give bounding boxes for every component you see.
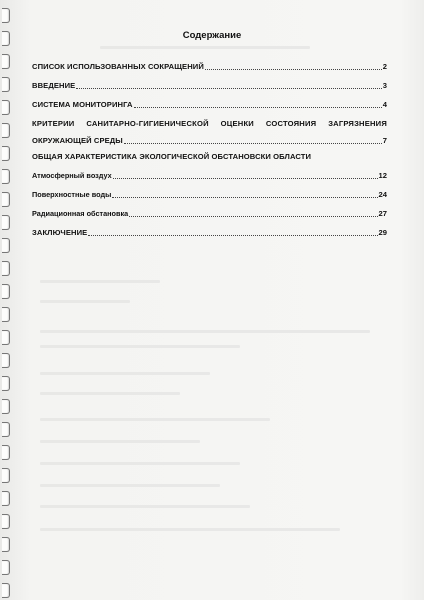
show-through-mark — [40, 505, 250, 508]
page-title: Содержание — [182, 30, 242, 41]
binding-hole — [2, 376, 10, 391]
binding-hole — [2, 583, 10, 598]
show-through-mark — [100, 46, 310, 49]
binding-hole — [2, 192, 10, 207]
binding-hole — [2, 215, 10, 230]
show-through-mark — [40, 300, 130, 303]
toc-entry-monitoring-system[interactable] — [32, 100, 387, 110]
show-through-mark — [40, 392, 180, 395]
binding-hole — [2, 169, 10, 184]
dot-leader — [134, 106, 382, 108]
toc-entry-label: СПИСОК ИСПОЛЬЗОВАННЫХ СОКРАЩЕНИЙ — [32, 62, 204, 71]
binding-hole — [2, 353, 10, 368]
dot-leader — [124, 142, 382, 144]
binding-hole — [2, 537, 10, 552]
binding-hole — [2, 77, 10, 92]
show-through-mark — [40, 484, 220, 487]
binding-hole — [2, 399, 10, 414]
toc-entry-surface-water[interactable] — [32, 190, 387, 200]
toc-entry-label: СИСТЕМА МОНИТОРИНГА — [32, 100, 133, 109]
toc-entry-label: Радиационная обстановка — [32, 209, 129, 218]
toc-entry-introduction[interactable] — [32, 81, 387, 91]
show-through-mark — [40, 280, 160, 283]
dot-leader — [113, 177, 378, 179]
binding-hole — [2, 123, 10, 138]
binding-holes — [0, 0, 18, 600]
binding-hole — [2, 307, 10, 322]
binding-hole — [2, 445, 10, 460]
table-of-contents — [32, 62, 387, 238]
toc-entry-label: ЗАКЛЮЧЕНИЕ — [32, 228, 88, 237]
toc-entry-label: Атмосферный воздух — [32, 171, 112, 180]
show-through-mark — [40, 372, 210, 375]
toc-entry-ecological-situation[interactable] — [32, 152, 387, 162]
show-through-mark — [40, 462, 240, 465]
binding-hole — [2, 8, 10, 23]
show-through-mark — [40, 528, 340, 531]
show-through-mark — [40, 345, 240, 348]
show-through-mark — [40, 440, 200, 443]
toc-entry-label-line1: КРИТЕРИИ САНИТАРНО-ГИГИЕНИЧЕСКОЙ ОЦЕНКИ СОСТОЯНИЯ ЗАГРЯЗНЕНИЯ — [32, 119, 387, 128]
toc-page-number: 27 — [378, 209, 387, 218]
binding-hole — [2, 468, 10, 483]
binding-hole — [2, 261, 10, 276]
binding-hole — [2, 422, 10, 437]
toc-entry-atmospheric-air[interactable] — [32, 171, 387, 181]
binding-hole — [2, 238, 10, 253]
toc-page-number: 2 — [382, 62, 387, 71]
binding-hole — [2, 100, 10, 115]
dot-leader — [129, 215, 377, 217]
binding-hole — [2, 330, 10, 345]
dot-leader — [76, 87, 381, 89]
toc-page-number: 7 — [382, 136, 387, 145]
binding-hole — [2, 54, 10, 69]
toc-page-number: 12 — [378, 171, 387, 180]
dot-leader — [88, 234, 377, 236]
toc-page-number: 4 — [382, 100, 387, 109]
toc-entry-abbreviations[interactable] — [32, 62, 387, 72]
binding-hole — [2, 560, 10, 575]
toc-page-number: 3 — [382, 81, 387, 90]
toc-entry-label: ВВЕДЕНИЕ — [32, 81, 76, 90]
toc-page-number: 24 — [378, 190, 387, 199]
show-through-mark — [40, 418, 270, 421]
toc-entry-label: Поверхностные воды — [32, 190, 112, 199]
binding-hole — [2, 146, 10, 161]
binding-hole — [2, 284, 10, 299]
toc-entry-label: ОБЩАЯ ХАРАКТЕРИСТИКА ЭКОЛОГИЧЕСКОЙ ОБСТАНОВСКИ ОБЛАСТИ — [32, 152, 312, 161]
show-through-mark — [40, 330, 370, 333]
toc-entry-conclusion[interactable] — [32, 228, 387, 238]
dot-leader — [112, 196, 377, 198]
toc-page-number: 29 — [378, 228, 387, 237]
toc-entry-radiation[interactable] — [32, 209, 387, 219]
dot-leader — [205, 68, 382, 70]
binding-hole — [2, 514, 10, 529]
toc-entry-label-line2: ОКРУЖАЮЩЕЙ СРЕДЫ — [32, 136, 123, 145]
toc-entry-criteria[interactable] — [32, 119, 387, 146]
binding-hole — [2, 491, 10, 506]
